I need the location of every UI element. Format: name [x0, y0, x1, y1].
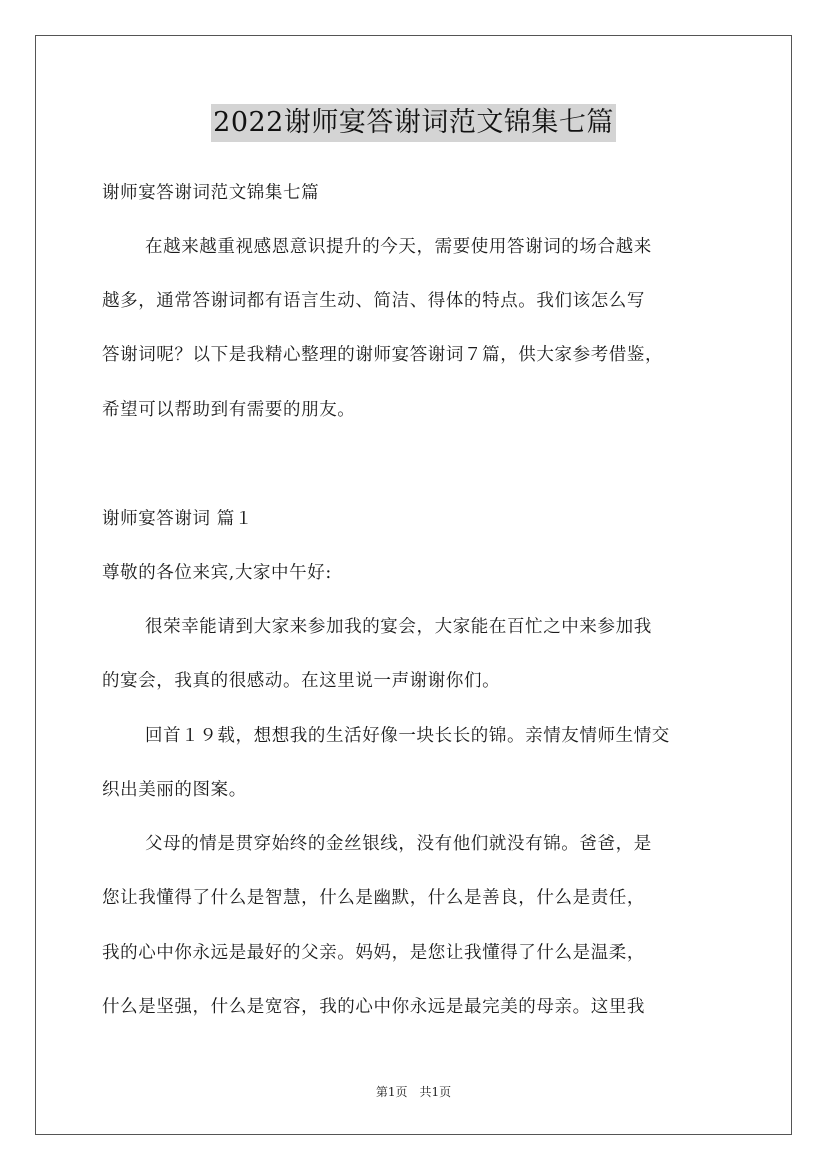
section-heading: 谢师宴答谢词 篇１ — [102, 509, 253, 529]
greeting-line: 尊敬的各位来宾,大家中午好: — [102, 563, 332, 583]
body-line-7: 我的心中你永远是最好的父亲。妈妈，是您让我懂得了什么是温柔， — [102, 943, 645, 963]
intro-line-2: 越多，通常答谢词都有语言生动、简洁、得体的特点。我们该怎么写 — [102, 291, 645, 311]
body-line-3: 回首１９载，想想我的生活好像一块长长的锦。亲情友情师生情交 — [145, 726, 670, 746]
intro-line-4: 希望可以帮助到有需要的朋友。 — [102, 400, 356, 420]
document-title: 2022谢师宴答谢词范文锦集七篇 — [211, 104, 616, 142]
body-line-8: 什么是坚强，什么是宽容，我的心中你永远是最完美的母亲。这里我 — [102, 997, 645, 1017]
intro-line-1: 在越来越重视感恩意识提升的今天，需要使用答谢词的场合越来 — [145, 237, 652, 257]
body-line-5: 父母的情是贯穿始终的金丝银线，没有他们就没有锦。爸爸，是 — [145, 834, 652, 854]
subtitle-line: 谢师宴答谢词范文锦集七篇 — [102, 183, 320, 203]
title-wrap — [0, 104, 827, 142]
body-line-6: 您让我懂得了什么是智慧，什么是幽默，什么是善良，什么是责任， — [102, 888, 645, 908]
intro-line-3: 答谢词呢？以下是我精心整理的谢师宴答谢词７篇，供大家参考借鉴， — [102, 345, 664, 365]
page-number-footer: 第1页 共1页 — [375, 1085, 452, 1099]
body-line-2: 的宴会，我真的很感动。在这里说一声谢谢你们。 — [102, 671, 501, 691]
body-line-4: 织出美丽的图案。 — [102, 780, 247, 800]
body-line-1: 很荣幸能请到大家来参加我的宴会，大家能在百忙之中来参加我 — [145, 617, 652, 637]
